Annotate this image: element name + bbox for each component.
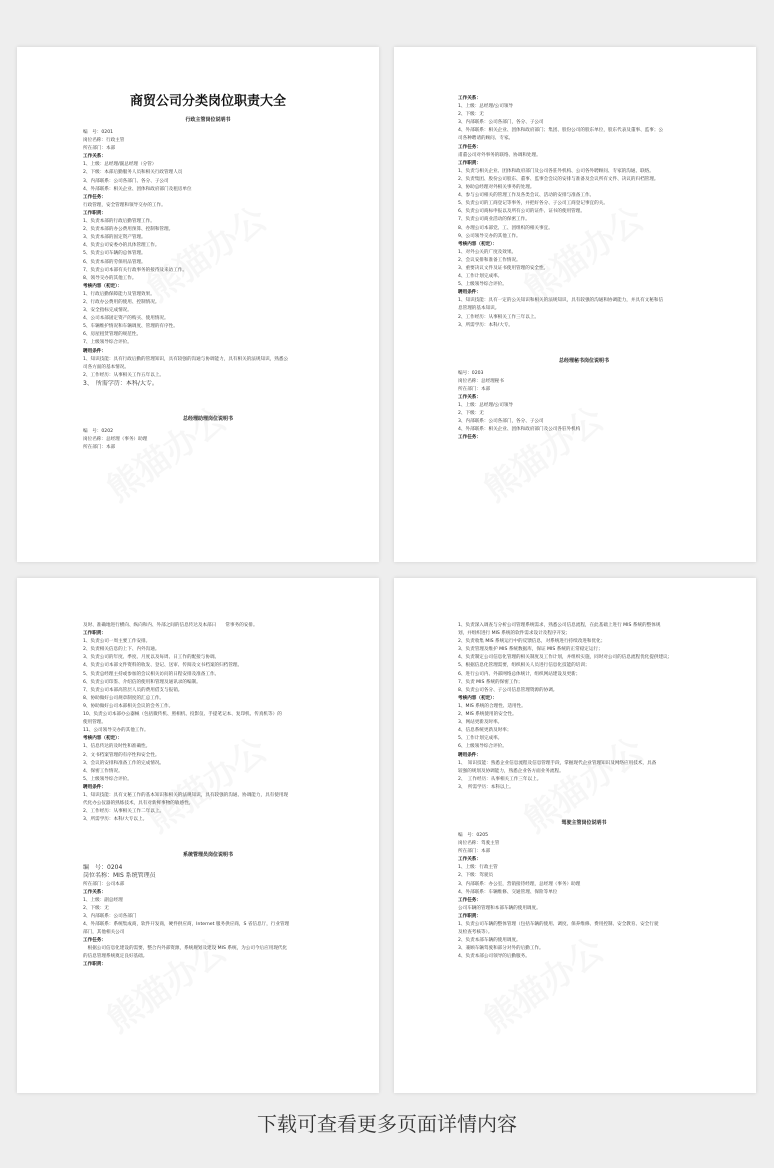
text-line: 岗位名称：总经理秘书 [458, 378, 504, 384]
text-line: 6、进行公司内、外部网络总体统计，组织网站建设及更新； [458, 671, 581, 677]
text-line: 1、负责公司一周主要工作安排。 [83, 639, 151, 645]
text-line: 5、负责公司车辆的总体管理。 [83, 251, 146, 257]
text-line: 2、下级：无 [458, 112, 484, 118]
text-line: 4、参与公司相关的管理工作及各类会议、活动的安排与准备工作。 [458, 193, 595, 199]
text-line: 3、负责本部的固定资产管理。 [83, 235, 146, 241]
text-line: 部门，其他相关公司 [83, 930, 125, 936]
text-line: 3、内部联系：公司各部门 [83, 913, 137, 919]
text-line: 1、 知识技能：熟悉企业信息流程及信息管理手段，掌握现代企业管理知识及网络应用技术，具备 [458, 760, 657, 766]
text-line: 7、负责 MIS 系统的保密工作； [458, 679, 523, 685]
text-line: 7、负责公司本部有关行政事务的接待及来访工作。 [83, 267, 187, 273]
text-line: 4、外部联系：相关企业、团体和政府部门及公司各驻外机构 [458, 427, 581, 433]
text-line: 1、负责与相关企业、团体和政府部门及公司各驻外机构、公司各外聘顾问、专家的沟通、联络。 [458, 168, 654, 174]
text-line: 2、工作经历：从事相关工作五年以上。 [83, 372, 165, 378]
field-heading: 工作任务： [83, 938, 106, 944]
text-line: 3、内部联系：公司各部门、各分、子公司 [83, 178, 169, 184]
field-heading: 工作关系： [83, 154, 106, 160]
text-line: 4、负责公司安委办的具体管理工作。 [83, 243, 160, 249]
field-heading: 聘用条件： [458, 290, 481, 296]
text-line: 1、对外公关的广度及效果。 [458, 249, 517, 255]
text-line: 1、知识技能：具有一定的公关知识和相关的法规知识，具有较强的沟通和协调能力，并具有文秘和信 [458, 298, 664, 304]
text-line: 6、房屋租赁管理的规范性。 [83, 332, 142, 338]
text-line: 5、工作计划完成率。 [458, 736, 503, 742]
text-line: 编 号：0201 [83, 130, 114, 135]
field-heading: 工作关系： [458, 395, 481, 400]
text-line: 2、负责集团、股份公司股东、董事、监事会会议的安排与准备及会议所有文件、决议的归档管理。 [458, 176, 659, 182]
text-line: 3、会议的安排和准备工作的完成情况。 [83, 760, 165, 766]
text-line: 所在部门：本部 [458, 849, 491, 855]
field-heading: 考核内容（初定）： [458, 241, 498, 247]
text-line: 5、上级领导综合评价。 [83, 776, 132, 782]
text-line: 3、所需学历：本科/大专。 [458, 322, 514, 328]
field-heading: 工作任务： [83, 194, 106, 200]
section-spacer [458, 330, 740, 352]
text-line: 所在部门：本部 [458, 386, 491, 392]
text-line: 2、下级：驾驶员 [458, 873, 494, 879]
text-line: 4、保密工作情况。 [83, 768, 123, 774]
text-line: 2、负责本部车辆的使用调度。 [458, 938, 521, 944]
text-line: 5、负责公司的工商登记等事务，并把好各分、子公司工商登记事宜的关。 [458, 201, 608, 207]
text-line: 4、负责本部公司领导的后勤服务。 [458, 954, 530, 960]
text-line: 9、协助做好公司本部相关会议的会务工作。 [83, 703, 174, 709]
text-line: 1、知识技能：具有文秘工作的基本知识和相关的法规知识，具有较强的沟通、协调能力，具有使用现 [83, 792, 289, 798]
section-title: 驾驶主管岗位说明书 [561, 819, 607, 826]
document-page-4 [394, 578, 756, 1093]
text-line: 司各种聘请的顾问、专家。 [458, 136, 514, 142]
text-line: 8、协助做好公司规章制度的汇总工作。 [83, 695, 165, 701]
text-line: 划，并组织进行 MIS 系统的软件需求设计及程序开发； [458, 631, 571, 637]
field-heading: 工作关系： [458, 857, 481, 863]
text-line: 2、下级：无 [83, 905, 109, 911]
text-line: 1、上级：总经理/副总经理（分管） [83, 162, 157, 168]
field-heading: 工作任务： [458, 897, 481, 903]
text-line: 3、 所需学历：本科以上。 [458, 784, 514, 790]
text-line: 4、负责制定公司信息化管理的相关制度及工作计划，并组织实施，同时对公司的信息流程优化提供建议； [458, 655, 673, 661]
text-line: 4、负责公司本部文件资料的收发、登记、送审、传阅及文书档案的归档管理。 [83, 663, 243, 669]
text-line: 7、负责公司本部高管层人员的费用借支与报销。 [83, 687, 183, 693]
text-line: 4、外部联系：系统集成商，软件开发商，硬件供应商，Internet 服务供应商，S 省信息厅，行业管理 [83, 922, 290, 927]
section-title: 总经理秘书岗位说明书 [558, 357, 609, 364]
text-line: 3、内部联系：办公室，营销接待经理，总经理（事务）助理 [458, 881, 581, 887]
text-line: 5、车辆维护情况和车辆调度、管理的有序性。 [83, 324, 178, 330]
text-line: 代化办公仪器的熟练技术，具有对新鲜事物的敏感性。 [83, 801, 194, 807]
text-line: 2、工作经历：从事相关工作二年以上。 [83, 809, 165, 815]
field-heading: 工作职责： [83, 631, 106, 637]
text-line: 息管理的基本知识。 [458, 306, 500, 312]
text-line: 8、领导交办的其他工作。 [83, 275, 137, 281]
field-heading: 考核内容（初定）： [458, 695, 498, 701]
text-line: 司各方面的基本情况。 [83, 364, 129, 370]
text-line: 1、行政后勤保障能力及管理效果。 [83, 291, 155, 297]
text-line: 行政管理，安全管理和领导交办的工作。 [83, 202, 166, 208]
text-line: 6、上级领导综合评价。 [458, 744, 507, 750]
text-line: 9、公司领导交办的其他工作。 [458, 233, 521, 239]
text-line: 甫董公司对外事务的联络、协调和处理。 [458, 152, 541, 158]
text-line: 3、负责公司的年度、季度、月度以及每周、日工作的配接与协调。 [83, 655, 220, 661]
text-line: 1、MIS 系统的合理性、适用性。 [458, 703, 526, 709]
field-heading: 工作关系： [458, 96, 481, 101]
text-line: 4、工作计划完成率。 [458, 274, 503, 280]
text-line: 1、上级：总经理/公司领导 [458, 104, 514, 110]
text-line: 根据公司信息化建设的需要，整合内外部资源，系统规划及建设 MIS 系统，为公司今后应用现代化 [83, 946, 288, 952]
document-title: 商贸公司分类岗位职责大全 [129, 94, 286, 109]
field-heading: 考核内容（初定）： [83, 736, 123, 742]
text-line: 1、负责公司车辆的整体管理（包括车辆的使用、调度、保养维修、费用控制、安全教育、安全行驶 [458, 922, 659, 927]
text-line: 3、协助总经理对外相关事务的处理。 [458, 185, 535, 191]
text-line: 1、上级：副总经理 [83, 897, 123, 903]
field-heading: 工作任务： [458, 435, 481, 441]
section-spacer [83, 824, 363, 846]
text-line: 8、办理公司本部党、工、团组织的相关事宜。 [458, 225, 553, 231]
text-line: 11、公司领导交办的其他工作。 [83, 728, 149, 734]
document-page-2 [394, 47, 756, 562]
text-line: 5、负责总经理主持或参加的会议相关访问的日程安排及准备工作。 [83, 671, 220, 677]
text-line: 所在部门：公司本部 [83, 881, 125, 887]
section-title: 行政主管岗位说明书 [185, 117, 231, 123]
document-page-1 [17, 47, 379, 562]
text-line: 编 号：0205 [458, 832, 489, 838]
text-line: 2、下级：无 [458, 411, 484, 417]
text-line: 岗位名称：MIS 系统管理员 [83, 872, 156, 880]
text-line: 岗位名称：驾驶主管 [458, 841, 500, 847]
text-line: 7、负责公司商业活动的保密工作。 [458, 217, 530, 223]
text-line: 4、信息系统更新及时率； [458, 728, 512, 734]
text-line: 岗位名称：总经理（事务）助理 [83, 437, 148, 443]
text-line: 编 号：0204 [83, 864, 123, 872]
text-line: 6、负责本部的劳保用品管理。 [83, 259, 146, 265]
text-line: 10、负责公司本部办公器械（包括微传机、照相机、投影仪、手提笔记本、复印机、传真机等）的 [83, 712, 282, 718]
text-line: 及检查考核等）。 [458, 930, 493, 936]
text-line: 岗位名称：行政主管 [83, 138, 125, 144]
text-line: 3、重要决议文件及证书使用管理的安全性。 [458, 265, 549, 271]
text-line: 2、MIS 系统使用的安全性。 [458, 712, 517, 718]
section-title: 总经理助理岗位说明书 [182, 416, 233, 422]
text-line: 2、 工作经历：从事相关工作三年以上。 [458, 776, 542, 782]
section-spacer [83, 388, 363, 410]
text-line: 1、负责深入调查与分析公司管理系统需求，熟悉公司信息流程，在此基础上进行 MIS 系统的整体规 [458, 623, 661, 628]
text-line: 2、工作经历：从事相关工作三年以上。 [458, 314, 540, 320]
field-heading: 工作关系： [83, 889, 106, 895]
text-line: 6、负责公司商标申报以及所有公司的证件、证书的使用管理。 [458, 209, 585, 215]
text-line: 4、外部联系：车辆维修、交通管理、保险等单位 [458, 889, 558, 895]
text-line: 所在部门：本部 [83, 445, 116, 451]
text-line: 2、负责收集 MIS 系统运行中的反馈信息，对系统进行持续改进和优化； [458, 639, 606, 645]
text-line: 1、负责本部的行政后勤管理工作。 [83, 219, 155, 225]
text-line: 3、 所需学历：本科/大专。 [83, 379, 158, 387]
field-heading: 工作职责： [458, 913, 481, 919]
download-hint[interactable]: 下载可查看更多页面详情内容 [257, 1112, 517, 1136]
text-line: 3、兼顾车辆驾驶和部分对外的后勤工作。 [458, 946, 544, 952]
document-page-3 [17, 578, 379, 1093]
text-line: 2、文书档案管理的有序性和安全性。 [83, 752, 160, 758]
text-line: 2、负责相关信息的上下、内外沟通。 [83, 647, 160, 653]
text-line: 6、负责公司印鉴、介绍信的使用和管理及通讯录的编制。 [83, 679, 201, 685]
section-title: 系统管理员岗位说明书 [182, 852, 233, 859]
text-line: 编号：0203 [458, 370, 484, 376]
text-line: 3、安全指标完成情况。 [83, 308, 132, 314]
text-line: 1、上级：总经理/公司领导 [458, 403, 514, 409]
field-heading: 工作职责： [83, 962, 106, 968]
text-line: 3、内部联系：公司各部门，各分、子公司 [458, 120, 544, 126]
text-line: 较强的规划及协调能力，熟悉企业各方面业务流程。 [458, 768, 564, 774]
field-heading: 聘用条件： [83, 784, 106, 790]
text-line: 3、内部联系：公司各部门，各分、子公司 [458, 419, 544, 425]
text-line: 所在部门：本部 [83, 146, 116, 152]
text-line: 1、信息传达的及时性和准确性。 [83, 744, 151, 750]
text-line: 4、公司本部固定资产的购买、使用情况。 [83, 316, 169, 322]
field-heading: 聘用条件： [458, 752, 481, 758]
text-line: 2、行政办公费用的使用、控制情况。 [83, 299, 160, 305]
text-line: 2、会议安排和准备工作情况。 [458, 257, 521, 263]
text-line: 使用管理。 [83, 720, 106, 726]
field-heading: 考核内容（初定）： [83, 283, 123, 289]
field-heading: 工作职责： [458, 160, 481, 166]
text-line: 编 号：0202 [83, 429, 114, 434]
section-spacer [458, 792, 740, 814]
text-line: 4、外部联系：相关企业、团体和政府部门及租房单位 [83, 186, 192, 192]
text-line: 2、下级：本部后勤服务人员和相关行政管理人员 [83, 170, 183, 176]
text-line: 8、负责公司各分、子公司信息管理资源的协调。 [458, 687, 558, 693]
text-line: 2、负责本部的办公费用预算、控制和管理。 [83, 227, 174, 233]
text-line: 3、所需学历：本科/大专以上。 [83, 817, 148, 823]
text-line: 5、根据信息化管理需要，组织相关人员进行信息化技能的培训； [458, 663, 590, 669]
text-line: 3、网站更新及时率。 [458, 720, 503, 726]
text-line: 4、外部联系：相关企业、团体和政府部门；集团、股份公司的股东单位，股东代表及董事、监事；公 [458, 128, 664, 134]
text-line: 及时、准确地进行横向、纵向和内、外部之间的信息传达及本部日 常事务的安排。 [83, 623, 258, 628]
text-line: 3、负责管理及维护 MIS 系统数据库，保证 MIS 系统的正常稳定运行； [458, 647, 603, 653]
text-line: 1、知识技能：具有行政后勤的管理知识，具有较强的沟通与协调能力，具有相关的法规知识，熟悉公 [83, 356, 289, 362]
text-line: 的信息管理系统奠定良好基础。 [83, 954, 148, 960]
field-heading: 工作任务： [458, 144, 481, 150]
field-heading: 工作职责： [83, 210, 106, 216]
text-line: 公司车辆的管理和本部车辆的使用调度。 [458, 905, 541, 911]
field-heading: 聘用条件： [83, 348, 106, 354]
text-line: 7、上级领导综合评价。 [83, 340, 132, 346]
text-line: 5、上级领导综合评价。 [458, 282, 507, 288]
text-line: 1、上级：行政主管 [458, 865, 498, 871]
